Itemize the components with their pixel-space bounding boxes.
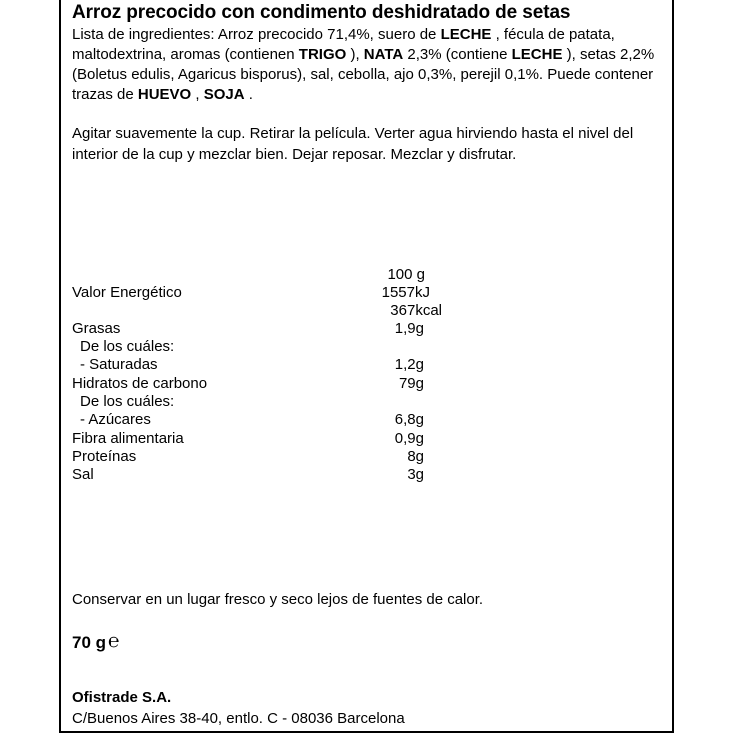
company-name: Ofistrade S.A.: [72, 689, 172, 706]
storage-instructions: Conservar en un lugar fresco y seco lejos de fuentes de calor.: [72, 591, 484, 608]
nutrient-value: 3g: [407, 466, 424, 483]
allergen-highlight: LECHE: [511, 46, 563, 63]
net-weight: [72, 632, 119, 654]
nutrient-value: 8g: [407, 448, 424, 465]
energy-label: Valor Energético: [72, 284, 182, 301]
ingredient-text: ), setas 2,2% (Boletus edulis, Agaricus bisporus), sal, cebolla, ajo 0,3%, perejil 0,1%. Puede contener trazas de: [72, 46, 655, 103]
nutrient-value: 0,9g: [394, 430, 424, 447]
ingredient-text: Lista de ingredientes: Arroz precocido 71,4%, suero de: [72, 26, 441, 43]
allergen-highlight: HUEVO: [137, 86, 192, 103]
nutrient-label: Grasas: [72, 320, 121, 337]
estimated-sign-icon: ℮: [108, 631, 120, 652]
ingredients-list: [72, 25, 662, 105]
allergen-highlight: LECHE: [440, 26, 492, 43]
allergen-highlight: TRIGO: [298, 46, 347, 63]
net-weight-value: 70 g: [72, 633, 107, 652]
energy-kcal-value: 367kcal: [390, 302, 442, 319]
ingredient-text: 2,3% (contiene: [403, 46, 512, 63]
nutrient-value: 1,9g: [394, 320, 424, 337]
allergen-highlight: SOJA: [203, 86, 245, 103]
ingredient-text: ),: [346, 46, 364, 63]
nutrient-value: 1,2g: [394, 356, 424, 373]
nutrient-label: - Saturadas: [80, 356, 158, 373]
allergen-highlight: NATA: [363, 46, 404, 63]
company-address: C/Buenos Aires 38-40, entlo. C - 08036 Barcelona: [72, 710, 405, 727]
nutrient-label: - Azúcares: [80, 411, 151, 428]
ingredient-text: ,: [191, 86, 204, 103]
product-title: Arroz precocido con condimento deshidratado de setas: [72, 2, 571, 23]
ingredient-text: , fécula de patata, maltodextrina, aromas (contienen: [72, 26, 615, 63]
nutrient-label: De los cuáles:: [80, 338, 175, 355]
ingredient-text: .: [244, 86, 253, 103]
nutrient-value: 6,8g: [394, 411, 424, 428]
nutrient-label: Proteínas: [72, 448, 137, 465]
nutrient-label: Fibra alimentaria: [72, 430, 184, 447]
energy-kj-value: 1557kJ: [381, 284, 430, 301]
nutrition-column-header: 100 g: [387, 266, 425, 283]
nutrient-value: 79g: [398, 375, 424, 392]
nutrient-label: Sal: [72, 466, 94, 483]
nutrient-label: De los cuáles:: [80, 393, 175, 410]
preparation-instructions: Agitar suavemente la cup. Retirar la película. Verter agua hirviendo hasta el nivel del interior de la cup y mezclar bien. Dejar reposar. Mezclar y disfrutar.: [72, 125, 634, 163]
nutrient-label: Hidratos de carbono: [72, 375, 208, 392]
